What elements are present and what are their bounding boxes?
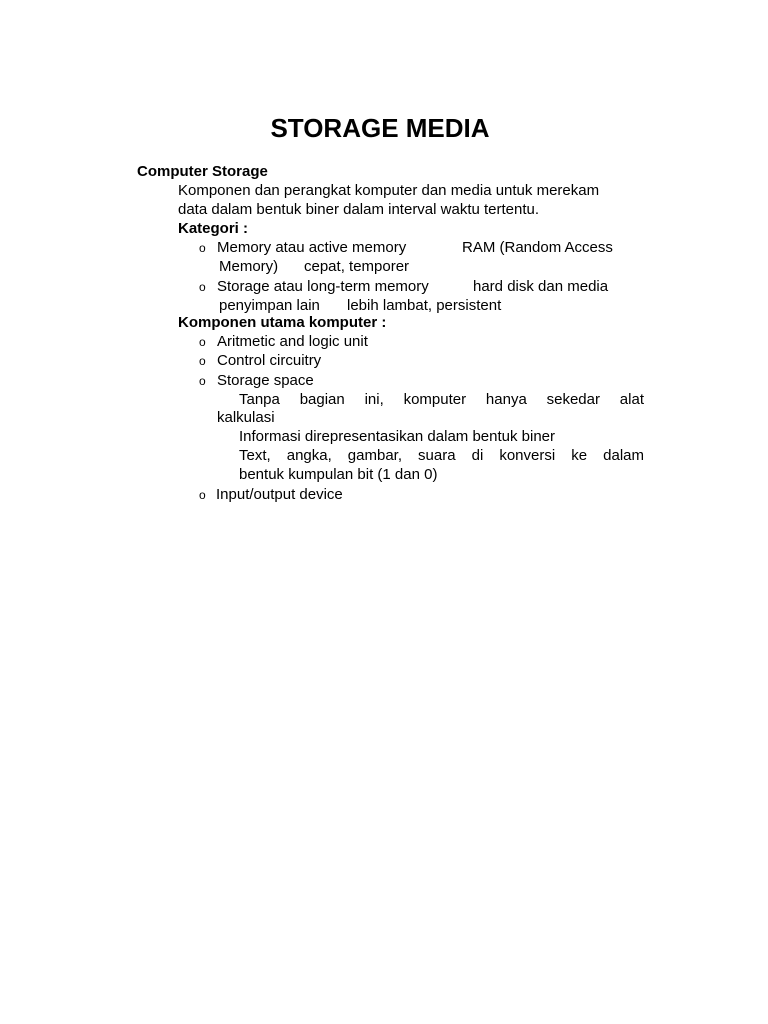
list-item-label: Input/output device [216, 486, 343, 503]
page-title: STORAGE MEDIA [270, 113, 490, 143]
storage-note-1-line-2: kalkulasi [217, 409, 275, 426]
list-item-label: Storage space [217, 372, 314, 389]
storage-note-3-line-1: Text, angka, gambar, suara di konversi ke dalam [239, 447, 644, 464]
list-item-label: Control circuitry [217, 352, 322, 369]
kategori-item-text: Storage atau long-term memory [217, 278, 429, 295]
kategori-item-text: Memory atau active memory [217, 239, 407, 256]
bullet-icon: o [199, 374, 206, 388]
storage-note-1-line-1: Tanpa bagian ini, komputer hanya sekedar alat [239, 391, 644, 408]
bullet-icon: o [199, 335, 206, 349]
storage-note-2: Informasi direpresentasikan dalam bentuk biner [239, 428, 556, 445]
list-item-label: Aritmetic and logic unit [217, 333, 368, 350]
kategori-item-text: hard disk dan media [473, 278, 609, 295]
bullet-icon: o [199, 241, 206, 255]
komponen-heading: Komponen utama komputer : [178, 314, 387, 331]
definition-line-2: data dalam bentuk biner dalam interval waktu tertentu. [178, 201, 540, 218]
bullet-icon: o [199, 488, 206, 502]
kategori-heading: Kategori : [178, 220, 249, 237]
definition-line-1: Komponen dan perangkat komputer dan media untuk merekam [178, 182, 600, 199]
storage-note-3-line-2: bentuk kumpulan bit (1 dan 0) [239, 466, 438, 483]
kategori-item-text: lebih lambat, persistent [347, 297, 502, 314]
kategori-item-text: RAM (Random Access [462, 239, 613, 256]
bullet-icon: o [199, 354, 206, 368]
kategori-item-text: Memory) [219, 258, 279, 275]
kategori-item-text: cepat, temporer [304, 258, 410, 275]
kategori-item-text: penyimpan lain [219, 297, 320, 314]
section-heading: Computer Storage [137, 163, 268, 180]
bullet-icon: o [199, 280, 206, 294]
